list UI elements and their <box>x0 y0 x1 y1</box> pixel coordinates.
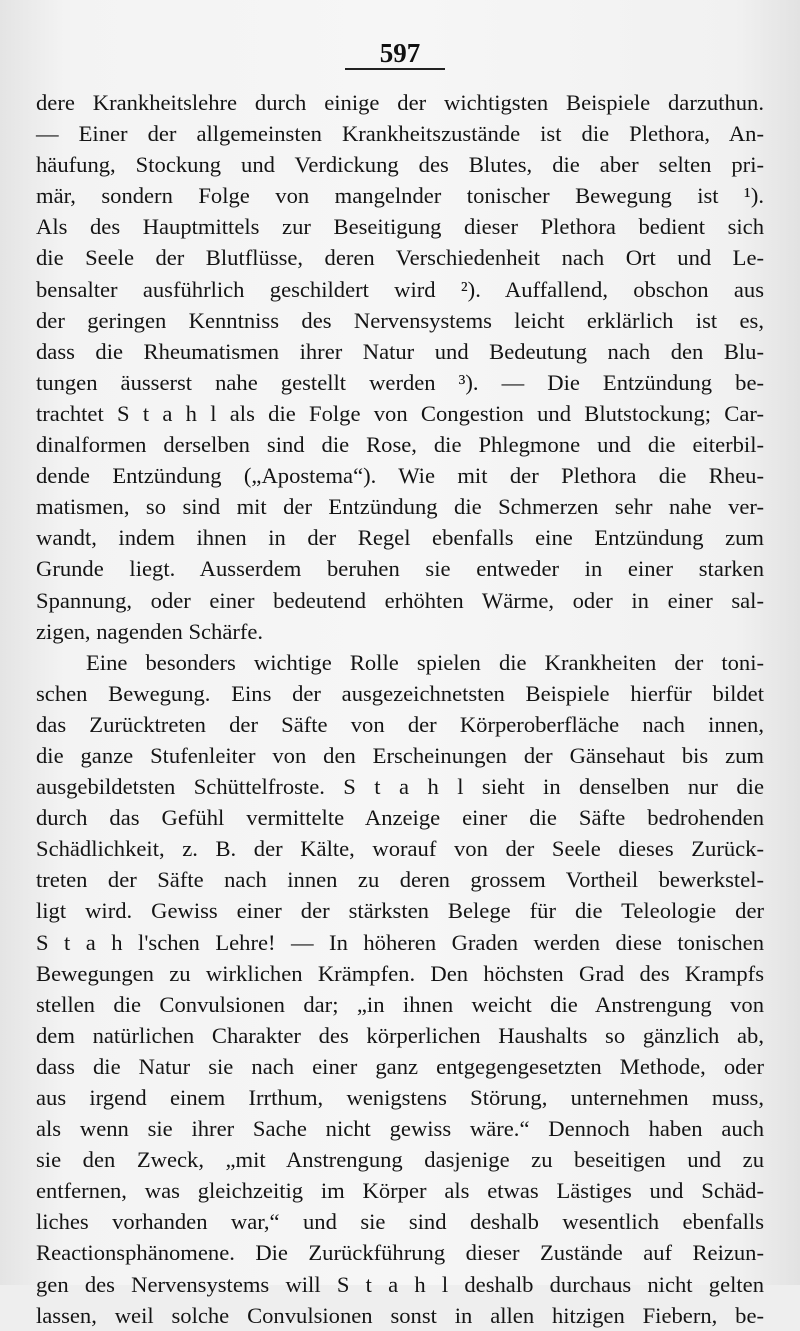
text-line: — Einer der allgemeinsten Krankheitszustände ist die Plethora, An- <box>36 121 764 147</box>
text-line: bensalter ausführlich geschildert wird ²). Auffallend, obschon aus <box>36 276 764 302</box>
text-line: tungen äusserst nahe gestellt werden ³). — Die Entzündung be- <box>36 369 764 395</box>
text-line: Grunde liegt. Ausserdem beruhen sie entweder in einer starken <box>36 556 764 582</box>
text-line: trachtet S t a h l als die Folge von Congestion und Blutstockung; Car- <box>36 400 764 426</box>
text-line: der geringen Kenntniss des Nervensystems leicht erklärlich ist es, <box>36 307 764 333</box>
text-line: matismen, so sind mit der Entzündung die Schmerzen sehr nahe ver- <box>36 494 764 520</box>
text-line: mär, sondern Folge von mangelnder tonischer Bewegung ist ¹). <box>36 183 764 209</box>
body-text <box>36 87 764 1331</box>
text-line: gen des Nervensystems will S t a h l deshalb durchaus nicht gelten <box>36 1271 764 1297</box>
text-line: sie den Zweck, „mit Anstrengung dasjenige zu beseitigen und zu <box>36 1147 764 1173</box>
text-line: aus irgend einem Irrthum, wenigstens Störung, unternehmen muss, <box>36 1085 764 1110</box>
text-line: Bewegungen zu wirklichen Krämpfen. Den höchsten Grad des Krampfs <box>36 960 764 986</box>
text-line: ligt wird. Gewiss einer der stärksten Belege für die Teleologie der <box>36 898 764 924</box>
text-line: Als des Hauptmittels zur Beseitigung dieser Plethora bedient sich <box>36 214 764 240</box>
text-line: dem natürlichen Charakter des körperlichen Haushalts so gänzlich ab, <box>36 1022 764 1048</box>
text-line: dende Entzündung („Apostema“). Wie mit der Plethora die Rheu- <box>36 463 764 489</box>
text-line: zigen, nagenden Schärfe. <box>36 618 264 644</box>
header-rule <box>345 68 445 70</box>
page-number: 597 <box>379 38 421 68</box>
text-line: Schädlichkeit, z. B. der Kälte, worauf von der Seele dieses Zurück- <box>36 836 764 862</box>
text-line: als wenn sie ihrer Sache nicht gewiss wäre.“ Dennoch haben auch <box>36 1116 764 1142</box>
text-line: die Seele der Blutflüsse, deren Verschiedenheit nach Ort und Le- <box>36 245 764 271</box>
text-line: wandt, indem ihnen in der Regel ebenfalls eine Entzündung zum <box>36 525 764 551</box>
text-line: Reactionsphänomene. Die Zurückführung dieser Zustände auf Reizun- <box>36 1240 764 1266</box>
text-line: liches vorhanden war,“ und sie sind deshalb wesentlich ebenfalls <box>36 1209 764 1235</box>
text-line: S t a h l'schen Lehre! — In höheren Graden werden diese tonischen <box>36 929 764 955</box>
text-line: schen Bewegung. Eins der ausgezeichnetsten Beispiele hierfür bildet <box>36 680 764 706</box>
text-line: häufung, Stockung und Verdickung des Blutes, die aber selten pri- <box>36 152 764 178</box>
text-line: dass die Natur sie nach einer ganz entgegengesetzten Methode, oder <box>36 1053 764 1079</box>
text-line: die ganze Stufenleiter von den Erscheinungen der Gänsehaut bis zum <box>36 742 764 768</box>
text-line: entfernen, was gleichzeitig im Körper als etwas Lästiges und Schäd- <box>36 1178 764 1204</box>
text-line: Eine besonders wichtige Rolle spielen die Krankheiten der toni- <box>86 649 764 675</box>
text-line: durch das Gefühl vermittelte Anzeige einer die Säfte bedrohenden <box>36 805 764 831</box>
text-line: lassen, weil solche Convulsionen sonst in allen hitzigen Fiebern, be- <box>36 1302 764 1328</box>
text-line: das Zurücktreten der Säfte von der Körperoberfläche nach innen, <box>36 711 764 737</box>
text-line: stellen die Convulsionen dar; „in ihnen weicht die Anstrengung von <box>36 991 764 1017</box>
text-line: dere Krankheitslehre durch einige der wichtigsten Beispiele darzuthun. <box>36 90 764 115</box>
text-line: Spannung, oder einer bedeutend erhöhten Wärme, oder in einer sal- <box>36 587 764 613</box>
text-line: treten der Säfte nach innen zu deren grossem Vortheil bewerkstel- <box>36 867 764 893</box>
text-line: ausgebildetsten Schüttelfroste. S t a h l sieht in denselben nur die <box>36 774 764 800</box>
text-line: dinalformen derselben sind die Rose, die Phlegmone und die eiterbil- <box>36 432 764 458</box>
text-line: dass die Rheumatismen ihrer Natur und Bedeutung nach den Blu- <box>36 338 764 364</box>
